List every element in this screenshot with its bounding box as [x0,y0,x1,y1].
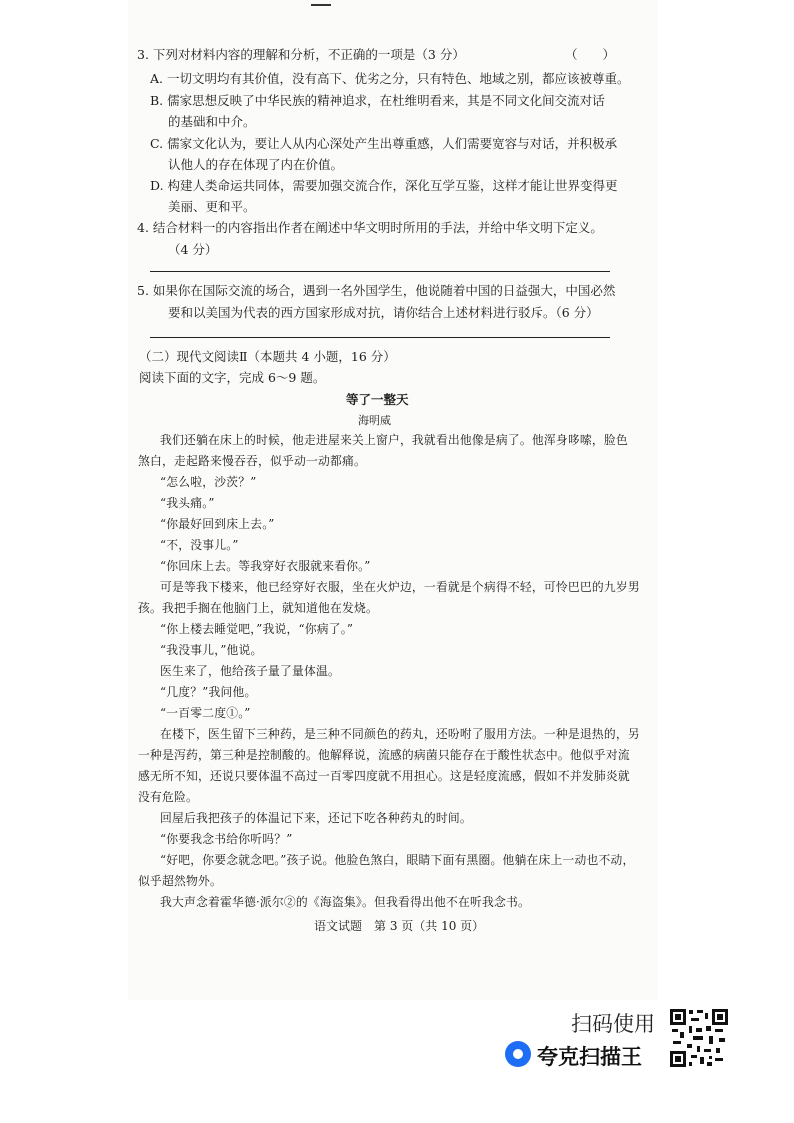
story-line: 孩。我把手搁在他脑门上，就知道他在发烧。 [138,601,378,615]
q5-answer-line[interactable] [150,337,610,338]
story-line: “你回床上去。等我穿好衣服就来看你。” [160,559,371,573]
q5-stem-cont: 要和以美国为代表的西方国家形成对抗，请你结合上述材料进行驳斥。（6 分） [168,305,599,320]
story-line: “你最好回到床上去。” [160,517,275,531]
q3-stem: 3. 下列对材料内容的理解和分析，不正确的一项是（3 分） [137,47,465,62]
page-top-mark [311,4,331,6]
qr-code-icon[interactable] [669,1008,729,1068]
story-author: 海明威 [358,414,391,427]
q3-option-c-cont: 认他人的存在体现了内在价值。 [168,157,344,172]
q3-option-c: C. 儒家文化认为，要让人从内心深处产生出尊重感，人们需要宽容与对话，并积极承 [150,136,618,151]
q3-option-b: B. 儒家思想反映了中华民族的精神追求，在杜维明看来，其是不同文化间交流对话 [150,93,605,108]
q3-option-d: D. 构建人类命运共同体，需要加强交流合作，深化互学互鉴，这样才能让世界变得更 [150,178,618,193]
q3-option-b-cont: 的基础和中介。 [168,114,256,129]
q3-option-a: A. 一切文明均有其价值，没有高下、优劣之分，只有特色、地域之别，都应该被尊重。 [150,71,630,86]
q4-points: （4 分） [168,242,218,257]
story-line: “你上楼去睡觉吧，”我说，“你病了。” [160,622,354,636]
story-line: 回屋后我把孩子的体温记下来，还记下吃各种药丸的时间。 [160,811,472,825]
quark-logo-icon [505,1041,531,1067]
section-instruction: 阅读下面的文字，完成 6～9 题。 [139,370,326,385]
story-line: “怎么啦，沙茨？” [160,475,257,489]
page-footer: 语文试题 第 3 页（共 10 页） [314,919,485,933]
story-line: 在楼下，医生留下三种药，是三种不同颜色的药丸，还吩咐了服用方法。一种是退热的，另 [160,727,640,741]
story-line: 似乎超然物外。 [138,874,222,888]
story-line: “好吧，你要念就念吧。”孩子说。他脸色煞白，眼睛下面有黑圈。他躺在床上一动也不动， [160,853,635,867]
story-line: “我头痛。” [160,496,215,510]
scan-to-use-label: 扫码使用 [571,1012,655,1036]
story-line: “一百零二度①。” [160,706,251,720]
q5-stem: 5. 如果你在国际交流的场合，遇到一名外国学生，他说随着中国的日益强大，中国必然 [137,283,616,298]
story-line: 感无所不知，还说只要体温不高过一百零四度就不用担心。这是轻度流感，假如不并发肺炎就 [138,769,630,783]
story-line: 医生来了，他给孩子量了量体温。 [160,664,340,678]
story-line: “我没事儿，”他说。 [160,643,263,657]
story-line: “你要我念书给你听吗？” [160,832,293,846]
q4-answer-line[interactable] [150,271,610,272]
q3-answer-paren: （ ） [565,47,616,62]
story-line: 我大声念着霍华德·派尔②的《海盗集》。但我看得出他不在听我念书。 [160,895,530,909]
story-line: “几度？”我问他。 [160,685,257,699]
q4-stem: 4. 结合材料一的内容指出作者在阐述中华文明时所用的手法，并给中华文明下定义。 [137,220,603,235]
story-line: 我们还躺在床上的时候，他走进屋来关上窗户，我就看出他像是病了。他浑身哆嗦，脸色 [160,433,628,447]
section-header: （二）现代文阅读Ⅱ（本题共 4 小题，16 分） [139,349,396,364]
story-title: 等了一整天 [346,392,409,407]
scanner-watermark [505,1008,735,1070]
story-line: 一种是泻药，第三种是控制酸的。他解释说，流感的病菌只能存在于酸性状态中。他似乎对流 [138,748,630,762]
story-line: 煞白，走起路来慢吞吞，似乎动一动都痛。 [138,454,366,468]
q3-option-d-cont: 美丽、更和平。 [168,199,256,214]
story-line: 可是等我下楼来，他已经穿好衣服，坐在火炉边，一看就是个病得不轻，可怜巴巴的九岁男 [160,580,640,594]
story-line: “不，没事儿。” [160,538,239,552]
scanner-brand: 夸克扫描王 [537,1045,642,1069]
story-line: 没有危险。 [138,790,198,804]
